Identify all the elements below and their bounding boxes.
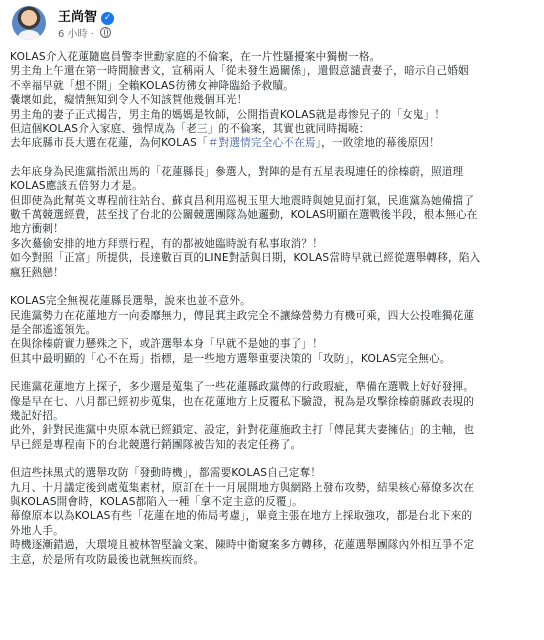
- public-globe-icon[interactable]: [100, 27, 111, 38]
- post-text-line: 外地人手。: [10, 524, 64, 537]
- post-meta: [58, 25, 111, 40]
- meta-separator: ·: [87, 29, 98, 40]
- post-text-line: KOLAS完全無視花蓮縣長選舉，說來也並不意外。: [10, 295, 251, 308]
- post-text-line: KOLAS應該五倍努力才是。: [10, 180, 143, 193]
- post-text-segment: 去年底縣市長大選在花蓮，為何KOLAS「: [10, 137, 208, 150]
- author-name[interactable]: [58, 6, 114, 25]
- author-avatar[interactable]: [12, 6, 46, 40]
- post-text-line: 去年底身為民進黨指派出馬的「花蓮縣長」參選人，對陣的是有五星表現連任的徐榛蔚，照道理: [10, 165, 464, 178]
- post-text-line: 九月、十月議定後到處蒐集素材，原訂在十一月展開地方與網路上發布攻勢，結果核心幕僚多次在: [10, 481, 475, 494]
- post-text-line: 多次驀偷安排的地方拜票行程，有的都被她臨時說有私事取消？！: [10, 237, 324, 250]
- post-text-line: 但即使為此幫英文專程前往站台、蘇貞昌利用巡視玉里大地震時與她見面打氣，民進黨為她備擋了: [10, 194, 475, 207]
- post-text-line: 數千萬競選經費，甚至找了台北的公關競選團隊為她邏動，KOLAS明顯在選戰後半段，根本無心在: [10, 209, 478, 222]
- post-text-line: 但這個KOLAS介入家庭、強悍成為「老三」的不倫案，其實也就同時揭曉：: [10, 123, 370, 136]
- post-text-line: 時機逐漸錯過，大環境且被林智堅論文案、陳時中衛窺案多方轉移，花蓮選舉團隊內外相互爭不定: [10, 539, 475, 552]
- post-text-line: 像是早在七、八月都已經初步蒐集，也在花蓮地方上反覆私下驗證，視為是攻擊徐榛蔚縣政表現的: [10, 395, 475, 408]
- post-text-segment: 」，一敗塗地的幕後原因！: [315, 137, 440, 150]
- post-body: [10, 50, 532, 581]
- hashtag-link[interactable]: ＃對選情完全心不在焉: [207, 137, 316, 150]
- post-text-line: 但其中最明顯的「心不在焉」指標，是一些地方選舉重要決策的「攻防」，KOLAS完全無心。: [10, 352, 451, 365]
- post-text-line: 地方衝刺！: [10, 223, 64, 236]
- post-text-line: 男主角的妻子正式揭告，男主角的媽媽是牧師，公開指責KOLAS就是毒惨兒子的「女鬼」！: [10, 108, 446, 121]
- post-text-line: 幾記好招。: [10, 409, 64, 422]
- post-paragraph: [10, 380, 532, 452]
- post-text-line: 主意，於是所有攻防最後也就無疾而終。: [10, 553, 205, 566]
- author-name-text[interactable]: 王尚智: [58, 10, 98, 25]
- post-text-line: 瘋狂熱戀！: [10, 266, 64, 279]
- post-paragraph: [10, 466, 532, 567]
- post-text-line: 如今對照「正富」所提供，長達數百頁的LINE對話與日期，KOLAS當時早就已經從選舉轉移，陷入: [10, 252, 481, 265]
- post-time[interactable]: 6 小時: [58, 29, 88, 40]
- post-paragraph: [10, 165, 532, 280]
- post-text-line: 嚢壞如此，癡情無知到令人不知該賀他幾個耳光！: [10, 94, 248, 107]
- post-text-line: 但這些抹黑式的選舉攻防「發動時機」，都需要KOLAS自己定奪！: [10, 467, 322, 480]
- post-text-line: [10, 136, 532, 150]
- post-header: [12, 6, 532, 42]
- post-text-line: 與KOLAS開會時，KOLAS都陷入一種「拿不定主意的反覆」。: [10, 495, 304, 508]
- post-paragraph: [10, 294, 532, 366]
- post-text-line: 民進黨花蓮地方上探子，多少還是蒐集了一些花蓮縣政黨傳的行政瑕疵，準備在選戰上好好發揮。: [10, 381, 475, 394]
- post-text-line: 在與徐榛蔚實力懸殊之下，或許選舉本身「早就不是她的事了」！: [10, 338, 324, 351]
- post-text-line: 不幸福早就「想不開」全賴KOLAS彷彿女神降臨給予救贖。: [10, 79, 295, 92]
- post-text-line: 早已經是專程南下的台北競選行銷團隊被告知的表定任務了。: [10, 438, 302, 451]
- post-text-line: 是全部遙遙領先。: [10, 323, 97, 336]
- post-text-line: 男主角上午還在第一時間臉書文，宣稱兩人「從未發生過關係」，還假意譴責妻子，暗示自己婚姻: [10, 65, 469, 78]
- post-text-line: 此外，針對民進黨中央原本就已經鎖定、設定，針對花蓮施政主打「傳昆萁夫妻擁佔」的主軸，也: [10, 424, 475, 437]
- post-text-line: 民進黨勢力在花蓮地方一向委靡無力，傳昆萁主政完全不讓綠營勢力有機可乘，四大公投唯獨花蓮: [10, 309, 475, 322]
- post-text-line: KOLAS介入花蓮隨扈員警李世勳家庭的不倫案，在一片性騷擾案中獨樹一格。: [10, 51, 381, 63]
- post-paragraph: [10, 50, 532, 151]
- verified-badge-icon: ✓: [101, 12, 114, 25]
- post-text-line: 幕僚原本以為KOLAS有些「花蓮在地的佈局考慮」，畢竟主張在地方上採取強攻，都是台北下來的: [10, 510, 473, 523]
